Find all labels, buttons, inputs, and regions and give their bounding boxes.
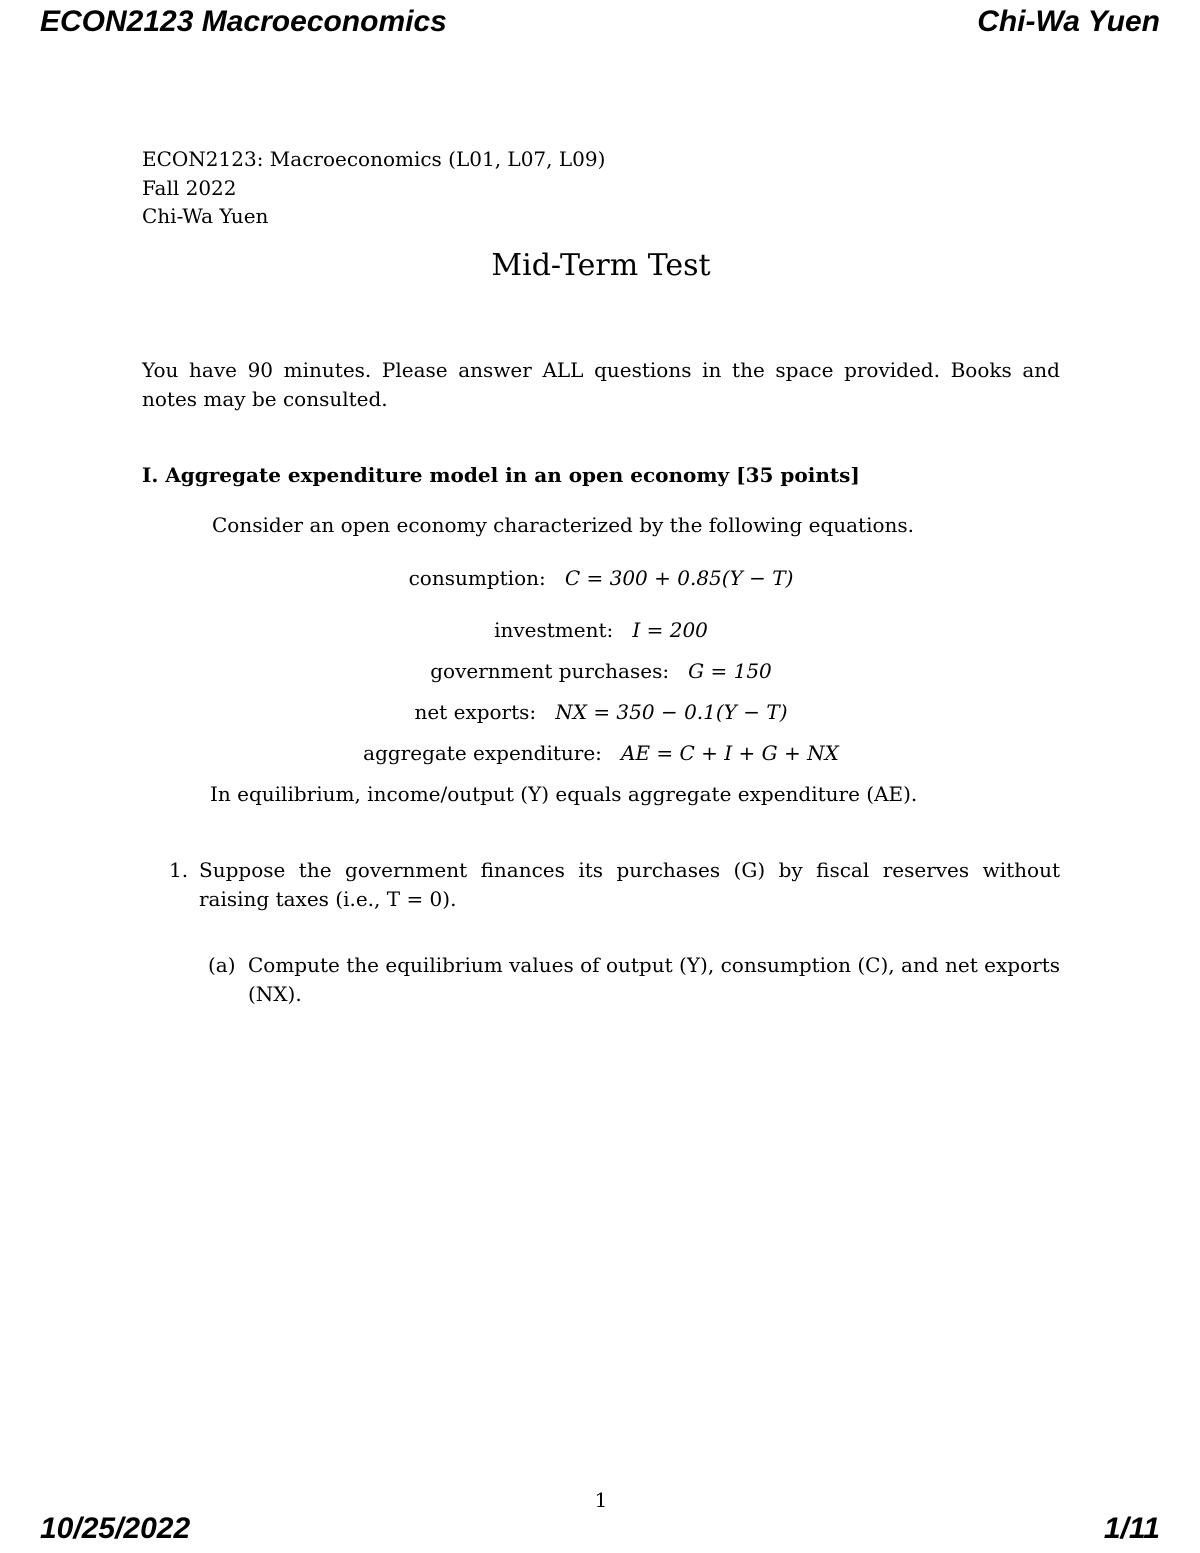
instructions: You have 90 minutes. Please answer ALL questions in the space provided. Books and notes may be consulted. [142,358,1060,411]
equation-label: investment: [494,618,614,642]
instructor-line: Chi-Wa Yuen [142,204,269,228]
banner-author: Chi-Wa Yuen [977,5,1160,38]
banner-course-title: ECON2123 Macroeconomics [40,5,447,38]
equation-expression: I = 200 [632,618,708,642]
question-part-text: Compute the equilibrium values of output (Y), consumption (C), and net exports (NX). [248,953,1060,1006]
equation-aggregate-expenditure [142,739,1060,768]
equation-expression: NX = 350 − 0.1(Y − T) [555,700,788,724]
equation-label: aggregate expenditure: [363,741,602,765]
question-number: 1. [169,858,189,882]
equation-net-exports [142,698,1060,727]
page-title: Mid-Term Test [491,248,711,283]
banner-date: 10/25/2022 [40,1512,191,1545]
equation-label: government purchases: [430,659,670,683]
question-text: Suppose the government finances its purchases (G) by fiscal reserves without raising taxes (i.e., T = 0). [199,858,1060,911]
banner-page-count: 1/11 [1103,1512,1160,1545]
equation-expression: G = 150 [688,659,772,683]
equation-label: consumption: [408,566,546,590]
term-line: Fall 2022 [142,176,237,200]
question-part-label: (a) [208,953,236,977]
equation-consumption [142,564,1060,593]
page-number: 1 [594,1488,608,1512]
equation-expression: AE = C + I + G + NX [621,741,839,765]
equilibrium-note: In equilibrium, income/output (Y) equals aggregate expenditure (AE). [210,782,918,806]
course-line: ECON2123: Macroeconomics (L01, L07, L09) [142,147,606,171]
document-body [142,0,1060,1553]
section-heading: I. Aggregate expenditure model in an open economy [35 points] [142,463,860,487]
equation-expression: C = 300 + 0.85(Y − T) [564,566,794,590]
equation-investment [142,616,1060,645]
equation-label: net exports: [414,700,537,724]
equation-government [142,657,1060,686]
section-intro: Consider an open economy characterized by the following equations. [212,513,915,537]
